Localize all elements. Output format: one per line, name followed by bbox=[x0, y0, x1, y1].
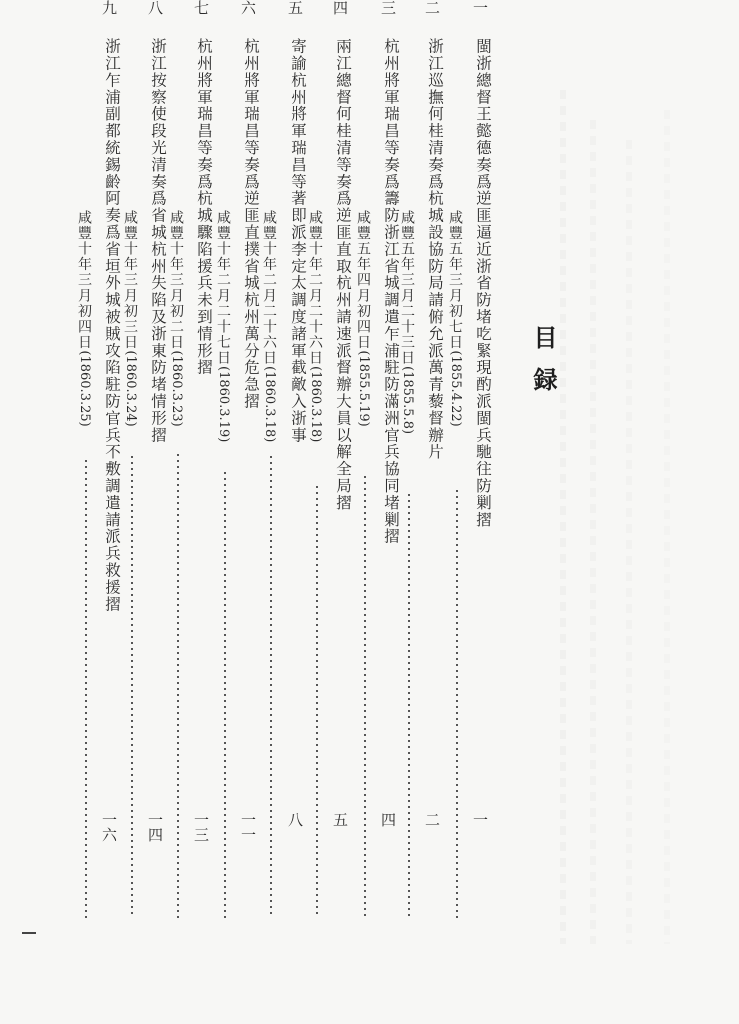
entry-title: 杭州將軍瑞昌等奏爲籌防浙江省城調遣乍浦駐防滿洲官兵協同堵剿摺 bbox=[382, 38, 400, 545]
entry-page-number: 四 bbox=[379, 812, 397, 827]
entry-page-number: 一一 bbox=[239, 812, 257, 842]
entry-date-chinese: 咸豐五年三月初七日 bbox=[447, 210, 463, 351]
entry-date-gregorian: (1855.4.22) bbox=[448, 350, 463, 427]
entry-date-chinese: 咸豐五年四月初四日 bbox=[355, 210, 371, 351]
entry-page-number: 五 bbox=[331, 812, 349, 827]
leader-dots bbox=[270, 456, 272, 918]
entry-number: 五 bbox=[286, 0, 304, 15]
entry-number: 三 bbox=[379, 0, 397, 15]
entry-number: 六 bbox=[239, 0, 257, 15]
entry-date-chinese: 咸豐十年三月初二日 bbox=[168, 210, 184, 351]
toc-entry[interactable] bbox=[472, 0, 490, 860]
leader-dots bbox=[456, 490, 458, 918]
bleed-through-mark bbox=[626, 140, 632, 944]
leader-dots bbox=[85, 460, 87, 918]
entry-title: 閩浙總督王懿德奏爲逆匪逼近浙省防堵吃緊現酌派閩兵馳往防剿摺 bbox=[474, 38, 492, 529]
bleed-through-mark bbox=[560, 90, 566, 944]
entry-date-gregorian: (1860.3.23) bbox=[169, 350, 184, 427]
entry-number: 八 bbox=[146, 0, 164, 15]
page-number-mark bbox=[22, 932, 36, 934]
entry-number: 九 bbox=[100, 0, 118, 15]
toc-entry[interactable] bbox=[380, 0, 398, 860]
entry-page-number: 一 bbox=[471, 812, 489, 827]
bleed-through-mark bbox=[590, 120, 596, 944]
entry-date-gregorian: (1860.3.24) bbox=[123, 350, 138, 427]
entry-date-chinese: 咸豐十年三月初三日 bbox=[122, 210, 138, 351]
toc-entry[interactable] bbox=[101, 0, 119, 860]
toc-heading: 目録 bbox=[529, 325, 558, 409]
toc-entry[interactable] bbox=[193, 0, 211, 860]
leader-dots bbox=[316, 486, 318, 918]
leader-dots bbox=[131, 456, 133, 918]
entry-number: 四 bbox=[331, 0, 349, 15]
entry-page-number: 一四 bbox=[146, 812, 164, 842]
entry-title: 杭州將軍瑞昌等奏爲逆匪直撲省城杭州萬分危急摺 bbox=[242, 38, 260, 410]
leader-dots bbox=[408, 494, 410, 918]
entry-date-chinese: 咸豐十年二月二十七日 bbox=[215, 210, 231, 366]
entry-title: 寄諭杭州將軍瑞昌等著即派李定太調度諸軍截敵入浙事 bbox=[289, 38, 307, 444]
entry-date-gregorian: (1855.5.19) bbox=[356, 350, 371, 427]
entry-date-gregorian: (1855.5.8) bbox=[400, 366, 415, 435]
entry-page-number: 一六 bbox=[100, 812, 118, 842]
entry-date-chinese: 咸豐十年二月二十六日 bbox=[261, 210, 277, 366]
entry-title: 浙江按察使段光清奏爲省城杭州失陷及浙東防堵情形摺 bbox=[149, 38, 167, 444]
entry-date-gregorian: (1860.3.25) bbox=[77, 350, 92, 427]
leader-dots bbox=[364, 476, 366, 918]
entry-page-number: 二 bbox=[423, 812, 441, 827]
entry-title: 杭州將軍瑞昌等奏爲杭城驟陷援兵未到情形摺 bbox=[195, 38, 213, 376]
entry-date-chinese: 咸豐十年三月初四日 bbox=[76, 210, 92, 351]
bleed-through-mark bbox=[664, 110, 670, 944]
entry-page-number: 八 bbox=[286, 812, 304, 827]
toc-entry[interactable] bbox=[147, 0, 165, 860]
entry-number: 七 bbox=[192, 0, 210, 15]
entry-page-number: 一三 bbox=[192, 812, 210, 842]
entry-title: 浙江乍浦副都統錫齡阿奏爲省垣外城被賊攻陷駐防官兵不敷調遣請派兵救援摺 bbox=[103, 38, 121, 613]
toc-entry[interactable] bbox=[287, 0, 305, 860]
leader-dots bbox=[224, 472, 226, 918]
toc-entry[interactable] bbox=[240, 0, 258, 860]
entry-title: 浙江巡撫何桂清奏爲杭城設協防局請俯允派萬青藜督辦片 bbox=[426, 38, 444, 461]
entry-number: 二 bbox=[423, 0, 441, 15]
leader-dots bbox=[177, 454, 179, 918]
entry-title: 兩江總督何桂清等奏爲逆匪直取杭州請速派督辦大員以解全局摺 bbox=[334, 38, 352, 512]
toc-entry[interactable] bbox=[332, 0, 350, 860]
toc-entry[interactable] bbox=[424, 0, 442, 860]
entry-date-chinese: 咸豐十年二月二十六日 bbox=[307, 210, 323, 366]
entry-date-gregorian: (1860.3.18) bbox=[262, 366, 277, 443]
entry-number: 一 bbox=[471, 0, 489, 15]
entry-date-chinese: 咸豐五年三月二十三日 bbox=[399, 210, 415, 366]
entry-date-gregorian: (1860.3.19) bbox=[216, 366, 231, 443]
entry-date-gregorian: (1860.3.18) bbox=[308, 366, 323, 443]
